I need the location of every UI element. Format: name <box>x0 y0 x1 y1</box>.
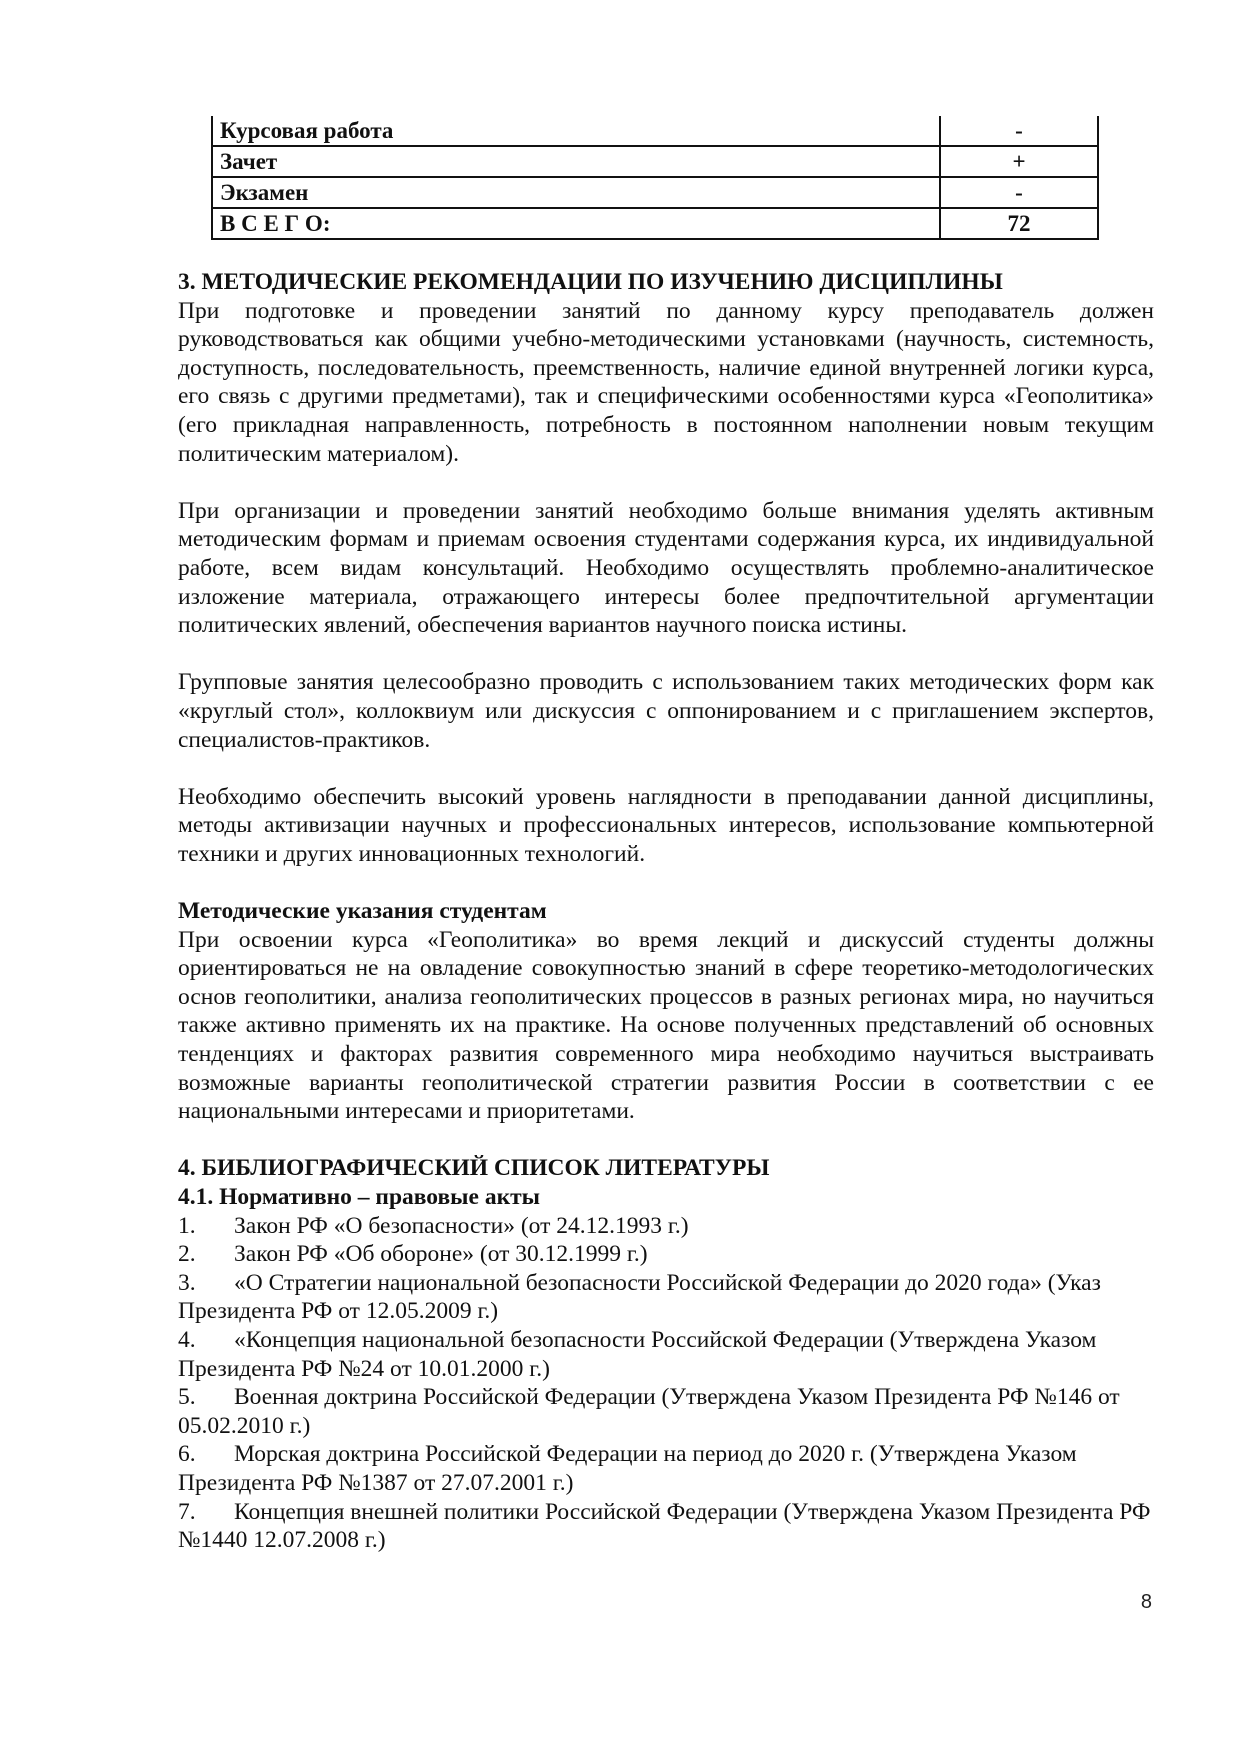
row-label: Зачет <box>212 146 940 177</box>
reference-number: 6. <box>178 1441 196 1468</box>
document-body <box>178 268 1154 1555</box>
students-guidelines-paragraph: При освоении курса «Геополитика» во время лекций и дискуссий студенты должны ориентироваться не на овладение совокупностью знаний в сфере теоретико-методологических основ геополитики, анализа геополитических процессов в разных регионах мира, но научиться также активно применять их на практике. На основе полученных представлений об основных тенденциях и факторах развития современного мира необходимо научиться выстраивать возможные варианты геополитической стратегии развития России в соответствии с ее национальными интересами и приоритетами. <box>178 926 1154 1125</box>
hours-summary-table <box>211 116 1099 240</box>
paragraph: Необходимо обеспечить высокий уровень наглядности в преподавании данной дисциплины, методы активизации научных и профессиональных интересов, использование компьютерной техники и других инновационных технологий. <box>178 783 1154 867</box>
row-value: - <box>940 177 1098 208</box>
reference-number: 5. <box>178 1384 196 1411</box>
page-number: 8 <box>1140 1591 1152 1613</box>
table-row-total <box>212 208 1098 239</box>
reference-item <box>178 1383 1154 1440</box>
reference-text: Морская доктрина Российской Федерации на период до 2020 г. (Утверждена Указом Президента РФ №1387 от 27.07.2001 г.) <box>178 1441 1077 1496</box>
reference-number: 2. <box>178 1241 196 1268</box>
paragraph: При организации и проведении занятий необходимо больше внимания уделять активным методическим формам и приемам освоения студентами содержания курса, их индивидуальной работе, всем видам консультаций. Необходимо осуществлять проблемно-аналитическое изложение материала, отражающего интересы более предпочтительной аргументации политических явлений, обеспечения вариантов научного поиска истины. <box>178 497 1154 639</box>
total-value: 72 <box>940 208 1098 239</box>
reference-text: «О Стратегии национальной безопасности Российской Федерации до 2020 года» (Указ Президента РФ от 12.05.2009 г.) <box>178 1269 1101 1325</box>
table-row <box>212 116 1098 146</box>
reference-item <box>178 1326 1154 1383</box>
reference-number: 7. <box>178 1498 196 1525</box>
paragraph: При подготовке и проведении занятий по данному курсу преподаватель должен руководствоваться как общими учебно-методическими установками (научность, системность, доступность, последовательность, преемственность, наличие единой внутренней логики курса, его связь с другими предметами), так и специфическими особенностями курса «Геополитика» (его прикладная направленность, потребность в постоянном наполнении новым текущим политическим материалом). <box>178 297 1154 467</box>
row-label: Курсовая работа <box>212 116 940 146</box>
table-row <box>212 177 1098 208</box>
reference-item <box>178 1269 1154 1326</box>
paragraph-spacer <box>178 754 1154 783</box>
row-value: + <box>940 146 1098 177</box>
reference-number: 1. <box>178 1212 196 1239</box>
section-4-1-heading: 4.1. Нормативно – правовые акты <box>178 1184 541 1210</box>
reference-number: 4. <box>178 1326 196 1353</box>
reference-text: Закон РФ «Об обороне» (от 30.12.1999 г.) <box>234 1241 648 1268</box>
reference-item <box>178 1240 1154 1269</box>
reference-item <box>178 1498 1154 1555</box>
paragraph-spacer <box>178 468 1154 497</box>
section-4-heading: 4. БИБЛИОГРАФИЧЕСКИЙ СПИСОК ЛИТЕРАТУРЫ <box>178 1155 770 1182</box>
row-value: - <box>940 116 1098 146</box>
reference-text: Закон РФ «О безопасности» (от 24.12.1993 г.) <box>234 1212 689 1239</box>
paragraph-spacer <box>178 1126 1154 1155</box>
paragraph-spacer <box>178 640 1154 669</box>
total-label: В С Е Г О: <box>212 208 940 239</box>
students-guidelines-heading: Методические указания студентам <box>178 898 547 925</box>
row-label: Экзамен <box>212 177 940 208</box>
reference-list <box>178 1212 1154 1555</box>
paragraph: Групповые занятия целесообразно проводить с использованием таких методических форм как «круглый стол», коллоквиум или дискуссия с оппонированием и с приглашением экспертов, специалистов-практиков. <box>178 669 1154 753</box>
reference-item <box>178 1212 1154 1241</box>
reference-number: 3. <box>178 1269 196 1296</box>
reference-text: Концепция внешней политики Российской Федерации (Утверждена Указом Президента РФ №1440 12.07.2008 г.) <box>178 1498 1151 1554</box>
paragraph-spacer <box>178 868 1154 897</box>
reference-text: Военная доктрина Российской Федерации (Утверждена Указом Президента РФ №146 от 05.02.2010 г.) <box>178 1384 1120 1439</box>
table-row <box>212 146 1098 177</box>
section-3-heading: 3. МЕТОДИЧЕСКИЕ РЕКОМЕНДАЦИИ ПО ИЗУЧЕНИЮ ДИСЦИПЛИНЫ <box>178 269 1003 295</box>
reference-text: «Концепция национальной безопасности Российской Федерации (Утверждена Указом Президента РФ №24 от 10.01.2000 г.) <box>178 1326 1097 1382</box>
reference-item <box>178 1440 1154 1497</box>
